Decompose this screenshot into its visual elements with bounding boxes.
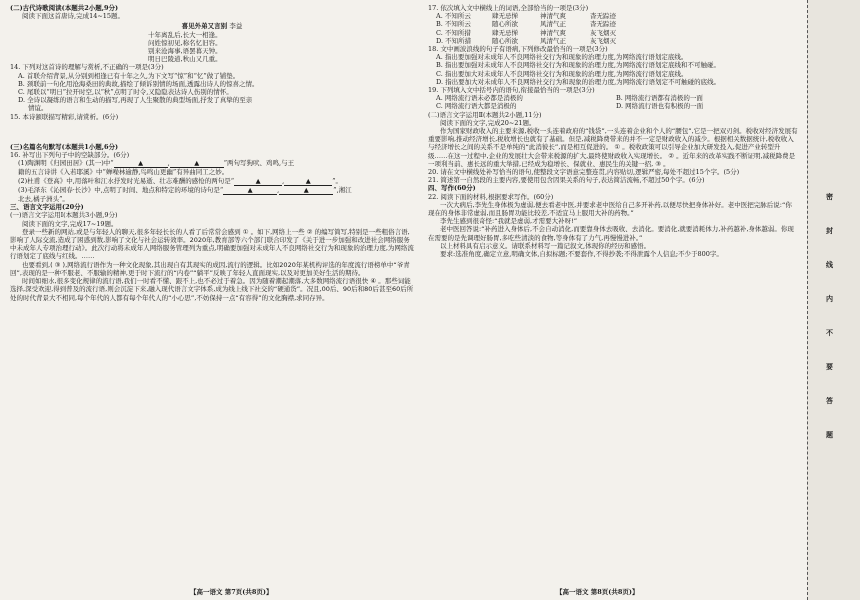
seal-char: 要 (826, 362, 833, 371)
q19-option-a: A. 网络流行语未必都是消极的 (436, 94, 523, 103)
q14-option-d-cont: 情谊。 (28, 104, 48, 113)
passage-para-2: 也要看到,( ③ ),网络流行语作为一种文化现象,其出现自有其现实的成因,流行的逻辑。比如2020年某机构评选的年度流行语榜单中“爷青回”,表现的是一种不服老、不服输的精神,更于时下流行的“内卷”“躺平”反映了年轻人直面现实,以及对更加美好生活的期待。 (10, 260, 410, 277)
writing-requirements: 要求:选准角度,确定立意,明确文体,自拟标题;不要套作,不得抄袭;不得泄露个人信息;不少于800字。 (440, 250, 723, 259)
question-16: 16. 补写出下列句子中的空缺部分。(6分) (10, 151, 130, 160)
q18-option-c: C. 指出要加大对未成年人不良网络社交行为和现象的治理力度,为网络流行语划定底线。 (436, 69, 688, 78)
question-22: 22. 阅读下面的材料,根据要求写作。(60分) (428, 192, 554, 201)
q18-option-d: D. 指出要加大对未成年人不良网络社交行为和现象的治理力度,为网络流行语划定不可触碰的底线。 (436, 77, 721, 86)
subsection-1-heading: (一)语言文字运用Ⅰ(本题共3小题,9分) (10, 211, 118, 220)
answer-blank[interactable]: ▲ (234, 177, 282, 186)
seal-char: 不 (826, 328, 833, 337)
section-poetry-heading: (二)古代诗歌阅读(本题共2小题,9分) (10, 4, 119, 12)
q14-option-a: A. 首联介绍背景,从分别到相逢已有十年之久,为下文写“惊”和“忆”做了铺垫。 (18, 71, 240, 80)
page-footer-8: 【高一语文 第8页(共8页)】 (556, 588, 639, 596)
seal-char: 封 (826, 226, 833, 235)
poem-line: 别来沧海事,语罢暮天钟。 (148, 47, 222, 56)
question-15: 15. 本诗颔联描写精彩,请赏析。(6分) (10, 112, 119, 121)
q16-item-1-cont: 籍的五言诗讲《入若耶溪》中“蝉噪林逾静,鸟鸣山更幽”有异曲同工之妙。 (18, 168, 229, 177)
q18-option-b: B. 指出要加强对未成年人不良网络社交行为和现象的治理力度,为网络流行语划定底线和不可触碰。 (436, 61, 720, 70)
answer-blank[interactable]: ▲ (170, 159, 224, 168)
right-column (428, 4, 798, 258)
q17-option-c: C. 不知所措 肆无忌惮 神清气爽 灰飞烟灭 (436, 28, 616, 37)
q17-option-d: D. 不知所措 随心所欲 风清气正 灰飞烟灭 (436, 36, 616, 45)
seal-char: 题 (826, 430, 833, 439)
question-18: 18. 文中画波浪线的句子有语病,下列修改最恰当的一项是(3分) (428, 45, 608, 54)
q14-option-b: B. 颈联前一句化用沧海桑田的典故,描绘了倾诉别情的场面,透露出诗人的惊喜之情。 (18, 79, 259, 88)
q16-item-3-cont: 北去,橘子洲头”。 (18, 195, 69, 204)
answer-blank[interactable]: ▲ (284, 177, 332, 186)
q16-item-1: (1)陶渊明《归园田居》(其一)中“ ▲ , ▲ ”两句写狗吠、鸡鸣,与王 (18, 159, 295, 168)
q16-item-2: (2)杜甫《登高》中,用落叶和江水抒发时光易逝、壮志难酬的感怆的两句是“ ▲ , ▲ ”。 (18, 176, 343, 185)
poem-title: 喜见外弟又言别 李益 (181, 22, 243, 31)
passage-2-intro: 阅读下面的文字,完成20~21题。 (440, 118, 536, 127)
subsection-2-heading: (二)语言文字运用Ⅱ(本题共2小题,11分) (428, 110, 542, 119)
q16-item-3: (3)毛泽东《沁园春·长沙》中,点明了时间、地点和特定的环境的诗句是“ ▲ , ▲ ”,湘江 (18, 185, 352, 194)
material-para-2: 李先生感到很奇怪:“我就是虚弱,才需要大补呀!” (440, 217, 578, 226)
passage-para-1: 登录一些新的网站,或是与年轻人的聊天,很多年轻长长的人看了后常常会感到 ① 。如下,网络上一些 ② 的编写简写,特别是一些粗俗言语,影响了人际交流,造成了困惑到数,影响了文化与社会运转效率。2020年,教育部等六个部门联合印发了《关于进一步加强和改进社会网络服务中未成年人专项治理行动》。此次行动将未成年人网络服务管理列为重点,明确要加强对未成年人不良网络社交行为和现象的治理力度,为网络流行语划定了底线与红线。…… (10, 227, 414, 261)
section-writing-heading: 四、写作(60分) (428, 184, 476, 193)
q19-option-b: B. 网络流行语都有消极的一面 (616, 94, 703, 103)
seal-char: 内 (826, 294, 833, 303)
writing-prompt: 以上材料具有启示意义。请联系材料写一篇记叙文,体现你的经历和感悟。 (440, 241, 651, 250)
q19-option-d: D. 网络流行语也有积极的一面 (616, 102, 704, 111)
q14-option-d: D. 全诗以凝练的语言和生动的描写,再现了人生聚散的典型场面,抒发了真挚的至亲 (18, 96, 253, 105)
poem-line: 十年离乱后,长大一相逢。 (148, 30, 222, 39)
material-para-3: 老中医回答说:“补药进入身体后,不会自动消化,而要靠身体去吸收、去消化。要消化,就要消耗体力,补药越补,身体越弱。你现在需要的是先调理好肠胃,多吃些清淡的食物,等身体有了力气,再慢慢进补。” (428, 225, 794, 242)
passage-2-body: 作为国家财政收入的主要来源,税收一头连着政府的“钱袋”,一头连着企业和个人的“腰包”,它是一把双刃剑。税收对经济发展有重要影响,推动经济增长,税收增长也就有了基础。但是,减税降费带来的并不一定是财政收入的减少。根据相关数据统计,税收收入与经济增长之间的关系不是单纯的“此消彼长”,而是相互促进的。 ① 。税收政策可以引导企业加大研发投入,促进产业转型升级……在这一过程中,企业的发展壮大会带来税源的扩大,最终使财政收入实现增长。 ② 。近年来的改革实践不断证明,减税降费是一项利当前、惠长远的重大举措,已经成为稳增长、保就业、惠民生的关键一招, ③ 。 (428, 127, 798, 168)
q18-option-a: A. 指出要加强对未成年人不良网络社交行为和现象的治理力度,为网络流行语划定底线。 (436, 53, 688, 62)
poetry-intro: 阅读下面这首唐诗,完成14~15题。 (22, 12, 125, 21)
seal-char: 密 (826, 192, 833, 201)
question-17: 17. 依次填入文中横线上的词语,全部恰当的一项是(3分) (428, 4, 589, 12)
left-column (10, 4, 414, 302)
answer-blank[interactable]: ▲ (114, 159, 168, 168)
passage-para-3: 时间如细水,很多变化规律的流行语,我们一时看不懂、跟不上,也不必过于着急。因为随着潮起潮落,大多数网络流行语很快 ④ 。那些词能选择,深受欢迎,得到普及的流行语,则会沉淀下来,融入现代语言文字体系,成为线上线下社交的“硬通货”。况且,00后、90后和80后甚至60后所处的时代背景大不相同,每个年代的人都有每个年代人的“小心思”,不妨保持一点“有容得”的文化胸襟,求同存异。 (10, 277, 414, 302)
answer-blank[interactable]: ▲ (279, 186, 333, 195)
material-para-1: 一次大病后,李先生身体极为虚弱,便去看老中医,并要求老中医给自己多开补药,以便尽快把身体补好。老中医把完脉后说:“你现在的身体非常虚弱,而且肠胃功能比较差,不适宜马上服用大补的药物。” (428, 200, 792, 218)
poem-line: 问姓惊初见,称名忆旧容。 (148, 38, 222, 47)
poem-body (10, 31, 414, 64)
q19-options-row-2 (428, 102, 798, 110)
seal-char: 答 (826, 396, 833, 405)
page-footer-7: 【高一语文 第7页(共8页)】 (190, 588, 273, 596)
seal-line-margin (807, 0, 860, 600)
question-21: 21. 简述第一自然段的主要内容,要使用包含因果关系的句子,表达简洁流畅,不超过50个字。(6分) (428, 176, 705, 185)
passage-intro: 阅读下面的文字,完成17~19题。 (22, 219, 118, 228)
q19-option-c: C. 网络流行语大都是消极的 (436, 102, 517, 111)
question-20: 20. 请在文中横线处补写恰当的语句,使整段文字语意完整连贯,内容贴切,逻辑严密,每处不超过15个字。(5分) (428, 168, 740, 177)
q14-option-c: C. 尾联以“明日”拉开时空,以“秋”点明了时令,又隐隐表达诗人伤别的情怀。 (18, 88, 233, 97)
q17-option-a: A. 不知所云 肆无忌惮 神清气爽 杳无踪迹 (436, 12, 616, 21)
section-dictation-heading: (三)名篇名句默写(本题共1小题,6分) (10, 142, 119, 151)
answer-blank[interactable]: ▲ (223, 186, 277, 195)
question-19: 19. 下列填入文中括号内的语句,衔接最恰当的一项是(3分) (428, 86, 595, 95)
seal-char: 线 (826, 260, 833, 269)
section-language-heading: 三、语言文字运用(20分) (10, 203, 84, 212)
poem-line: 明日巴陵道,秋山又几重。 (148, 55, 222, 64)
q17-option-b: B. 不知所云 随心所欲 风清气正 杳无踪迹 (436, 20, 616, 29)
question-14: 14. 下列对这首诗的理解与赏析,不正确的一项是(3分) (10, 63, 164, 72)
